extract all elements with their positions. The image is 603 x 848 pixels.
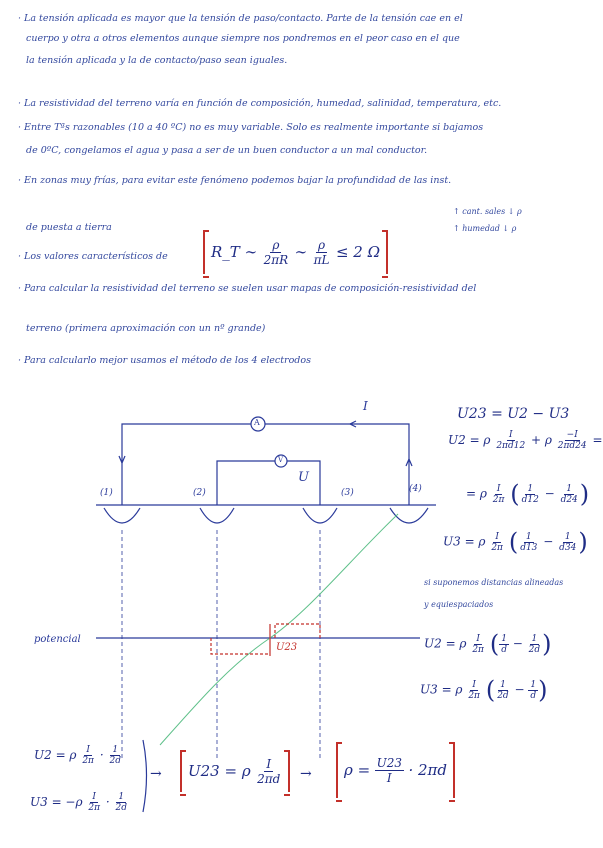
voltage-label: U bbox=[298, 470, 309, 485]
side-note-salt: ↑ cant. sales ↓ ρ bbox=[453, 207, 522, 216]
bottom-u2: U2 = ρ $\frac{I}{2\pi}$ · $\frac{1}{2d}$ bbox=[34, 745, 121, 766]
eq-u2-def: U2 = ρ $\frac{I}{2\pi d12}$ + ρ $\frac{-I}{2\pi d24}$ = bbox=[448, 430, 603, 451]
rt-fraction-1: $\frac{\rho}{2\pi R}$ bbox=[263, 237, 289, 267]
result-box-u23: U23 = ρ $\frac{I}{2\pi d}$ bbox=[180, 750, 290, 792]
rt-rhs: ≤ 2 Ω bbox=[335, 243, 381, 261]
electrode-3-label: (3) bbox=[341, 488, 354, 498]
note-line-2: cuerpo y otra a otros elementos aunque siempre nos pondremos en el peor caso en el que bbox=[26, 33, 460, 44]
bottom-u3: U3 = −ρ $\frac{I}{2\pi}$ · $\frac{1}{2d}$ bbox=[30, 792, 128, 813]
eq-u2-equidistant: U2 = ρ $\frac{I}{2\pi}$ ( $\frac{1}{d}$ − $\frac{1}{2d}$ ) bbox=[424, 630, 552, 658]
note-line-4: · La resistividad del terreno varía en función de composición, humedad, salinidad, temperatura, etc. bbox=[18, 98, 502, 109]
note-line-6: de 0ºC, congelamos el agua y pasa a ser de un buen conductor a un mal conductor. bbox=[26, 145, 428, 156]
note-line-9: · Los valores característicos de bbox=[18, 251, 168, 262]
note-line-5: · Entre Tªs razonables (10 a 40 ºC) no es muy variable. Solo es realmente importante si bajamos bbox=[18, 122, 484, 133]
rt-lhs: R_T ∼ bbox=[211, 243, 258, 261]
note-line-11: terreno (primera aproximación con un nº grande) bbox=[26, 323, 266, 334]
potential-label: potencial bbox=[34, 634, 81, 645]
eq-u23: U23 = U2 − U3 bbox=[457, 406, 570, 422]
electrode-4-label: (4) bbox=[409, 484, 422, 494]
note-line-1: · La tensión aplicada es mayor que la tensión de paso/contacto. Parte de la tensión cae en el bbox=[18, 13, 463, 24]
electrode-1-label: (1) bbox=[100, 488, 113, 498]
voltmeter-label: V bbox=[278, 456, 284, 464]
v23-label: U23 bbox=[276, 642, 298, 653]
note-line-12: · Para calcularlo mejor usamos el método de los 4 electrodos bbox=[18, 355, 311, 366]
arrow-2: → bbox=[300, 766, 312, 782]
rt-fraction-2: $\frac{\rho}{\pi L}$ bbox=[313, 237, 330, 267]
assumption-note-2: y equiespaciados bbox=[424, 600, 494, 609]
ammeter-label: A bbox=[254, 418, 260, 427]
eq-u3-def: U3 = ρ $\frac{I}{2\pi}$ ( $\frac{1}{d13}$ − $\frac{1}{d34}$ ) bbox=[443, 528, 588, 556]
eq-u3-equidistant: U3 = ρ $\frac{I}{2\pi}$ ( $\frac{1}{2d}$ − $\frac{1}{d}$ ) bbox=[420, 676, 548, 704]
eq-u2-simplified: = ρ $\frac{I}{2\pi}$ ( $\frac{1}{d12}$ − $\frac{1}{d24}$ ) bbox=[466, 480, 590, 508]
note-line-8: de puesta a tierra bbox=[26, 222, 112, 233]
side-note-humidity: ↑ humedad ↓ ρ bbox=[453, 224, 517, 233]
rt-mid: ∼ bbox=[294, 243, 308, 261]
result-box-rho: ρ = $\frac{U23}{I}$ · 2πd bbox=[336, 742, 455, 798]
assumption-note-1: si suponemos distancias alineadas bbox=[424, 578, 564, 587]
current-label: I bbox=[363, 399, 368, 413]
potential-curve bbox=[160, 514, 398, 745]
electrode-2-label: (2) bbox=[193, 488, 206, 498]
note-line-7: · En zonas muy frías, para evitar este fenómeno podemos bajar la profundidad de las inst. bbox=[18, 175, 452, 186]
note-line-3: la tensión aplicada y la de contacto/paso sean iguales. bbox=[26, 55, 288, 66]
note-line-10: · Para calcular la resistividad del terreno se suelen usar mapas de composición-resistividad del bbox=[18, 283, 477, 294]
arrow-1: → bbox=[150, 766, 162, 782]
